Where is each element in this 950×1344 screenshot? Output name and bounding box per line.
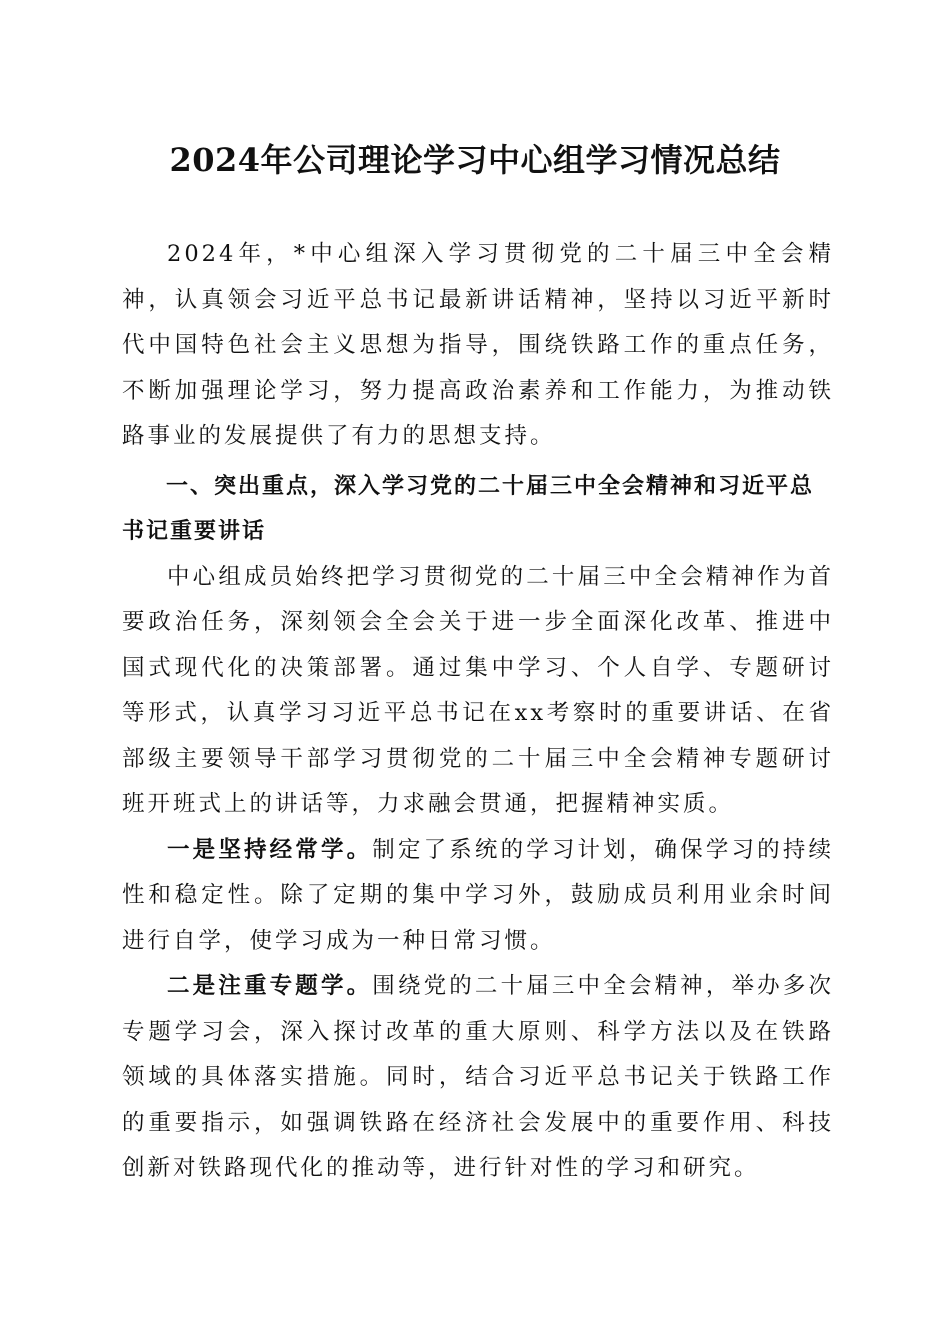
point-lead-1: 一是坚持经常学。 — [167, 836, 373, 863]
section1-paragraph: 中心组成员始终把学习贯彻党的二十届三中全会精神作为首要政治任务，深刻领会全会关于进一步全面深化改革、推进中国式现代化的决策部署。通过集中学习、个人自学、专题研讨等形式，认真学习习近平总书记在xx考察时的重要讲话、在省部级主要领导干部学习贯彻党的二十届三中全会精神专题研讨班开班式上的讲话等，力求融会贯通，把握精神实质。 — [122, 563, 834, 817]
section-heading-1: 一、突出重点，深入学习党的二十届三中全会精神和习近平总书记重要讲话 — [122, 473, 815, 544]
document-title: 2024年公司理论学习中心组学习情况总结 — [169, 141, 781, 179]
point-paragraph-2 — [122, 964, 834, 1192]
point-text-1: 制定了系统的学习计划，确保学习的持续性和稳定性。除了定期的集中学习外，鼓励成员利用业余时间进行自学，使学习成为一种日常习惯。 — [122, 836, 834, 954]
point-text-2: 围绕党的二十届三中全会精神，举办多次专题学习会，深入探讨改革的重大原则、科学方法以及在铁路领域的具体落实措施。同时，结合习近平总书记关于铁路工作的重要指示，如强调铁路在经济社会发展中的重要作用、科技创新对铁路现代化的推动等，进行针对性的学习和研究。 — [122, 973, 834, 1181]
intro-paragraph: 2024年，*中心组深入学习贯彻党的二十届三中全会精神，认真领会习近平总书记最新讲话精神，坚持以习近平新时代中国特色社会主义思想为指导，围绕铁路工作的重点任务，不断加强理论学习，努力提高政治素养和工作能力，为推动铁路事业的发展提供了有力的思想支持。 — [122, 241, 834, 449]
document-body — [122, 232, 834, 1192]
point-paragraph-1 — [122, 828, 834, 965]
point-lead-2: 二是注重专题学。 — [167, 973, 373, 999]
